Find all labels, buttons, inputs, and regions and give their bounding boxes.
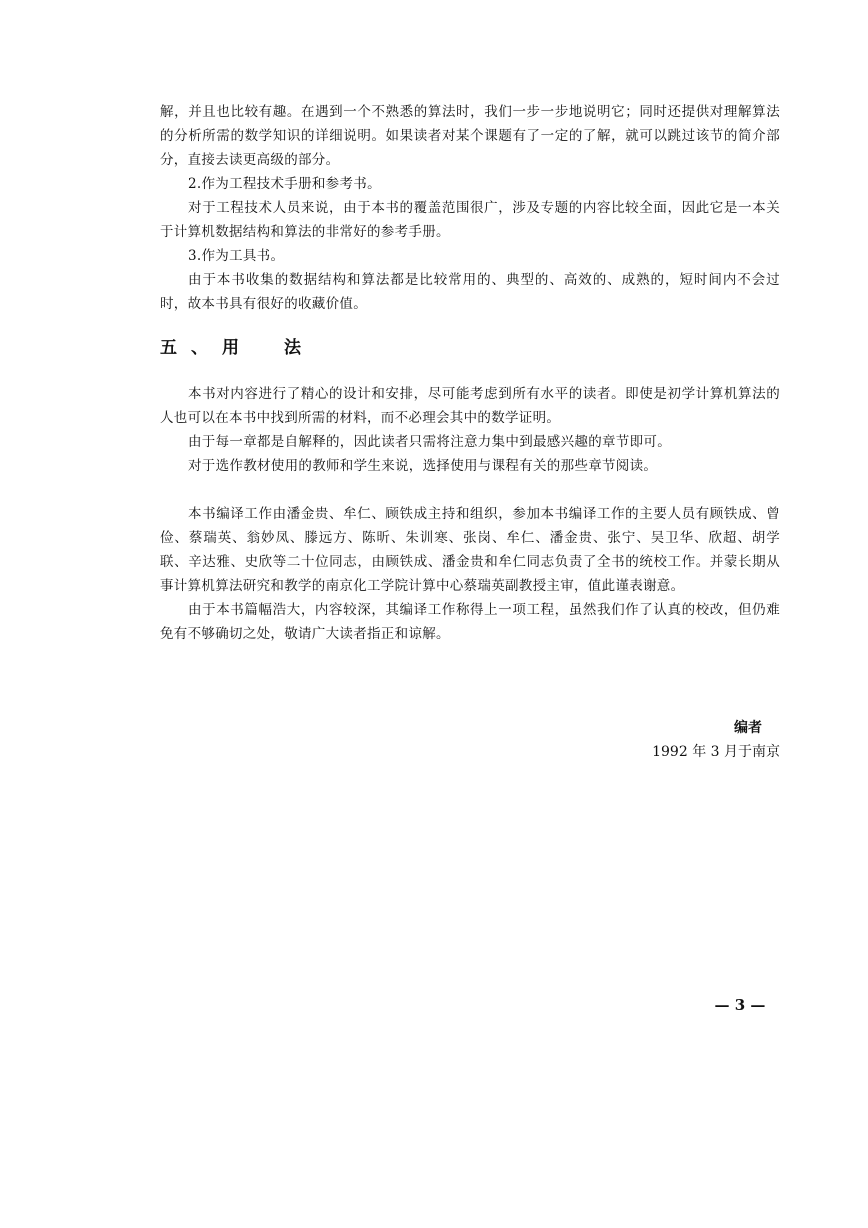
section-heading-usage: 五、用 法 — [160, 338, 315, 358]
spacer — [160, 478, 780, 502]
page-body — [160, 100, 780, 646]
paragraph-engineering: 对于工程技术人员来说，由于本书的覆盖范围很广，涉及专题的内容比较全面，因此它是一本关于计算机数据结构和算法的非常好的参考手册。 — [160, 200, 780, 240]
paragraph-collection-value: 由于本书收集的数据结构和算法都是比较常用的、典型的、高效的、成熟的，短时间内不会过时，故本书具有很好的收藏价值。 — [160, 272, 780, 312]
paragraph-usage-teaching: 对于选作教材使用的教师和学生来说，选择使用与课程有关的那些章节阅读。 — [188, 458, 658, 474]
signature-date-place: 1992 年 3 月于南京 — [652, 744, 780, 760]
paragraph-usage-design: 本书对内容进行了精心的设计和安排，尽可能考虑到所有水平的读者。即使是初学计算机算法的人也可以在本书中找到所需的材料，而不必理会其中的数学证明。 — [160, 386, 780, 426]
signature-block — [620, 716, 780, 764]
paragraph-continuation: 解，并且也比较有趣。在遇到一个不熟悉的算法时，我们一步一步地说明它；同时还提供对理解算法的分析所需的数学知识的详细说明。如果读者对某个课题有了一定的了解，就可以跳过该节的简介部分，直接去读更高级的部分。 — [160, 104, 780, 168]
signature-author: 编者 — [734, 720, 762, 736]
page-number: — 3 — — [714, 996, 766, 1014]
paragraph-apology: 由于本书篇幅浩大，内容较深，其编译工作称得上一项工程，虽然我们作了认真的校改，但仍难免有不够确切之处，敬请广大读者指正和谅解。 — [160, 602, 780, 642]
paragraph-usage-chapters: 由于每一章都是自解释的，因此读者只需将注意力集中到最感兴趣的章节即可。 — [188, 434, 671, 450]
paragraph-translation-team: 本书编译工作由潘金贵、牟仁、顾铁成主持和组织，参加本书编译工作的主要人员有顾铁成、曾俭、蔡瑞英、翁妙凤、滕远方、陈昕、朱训寒、张岗、牟仁、潘金贵、张宁、吴卫华、欣超、胡学联、辛达雅、史欣等二十位同志，由顾铁成、潘金贵和牟仁同志负责了全书的统校工作。并蒙长期从事计算机算法研究和教学的南京化工学院计算中心蔡瑞英副教授主审，值此谨表谢意。 — [160, 506, 780, 594]
list-item-tool-book: 3.作为工具书。 — [188, 248, 285, 264]
list-item-reference-book: 2.作为工程技术手册和参考书。 — [188, 176, 381, 192]
